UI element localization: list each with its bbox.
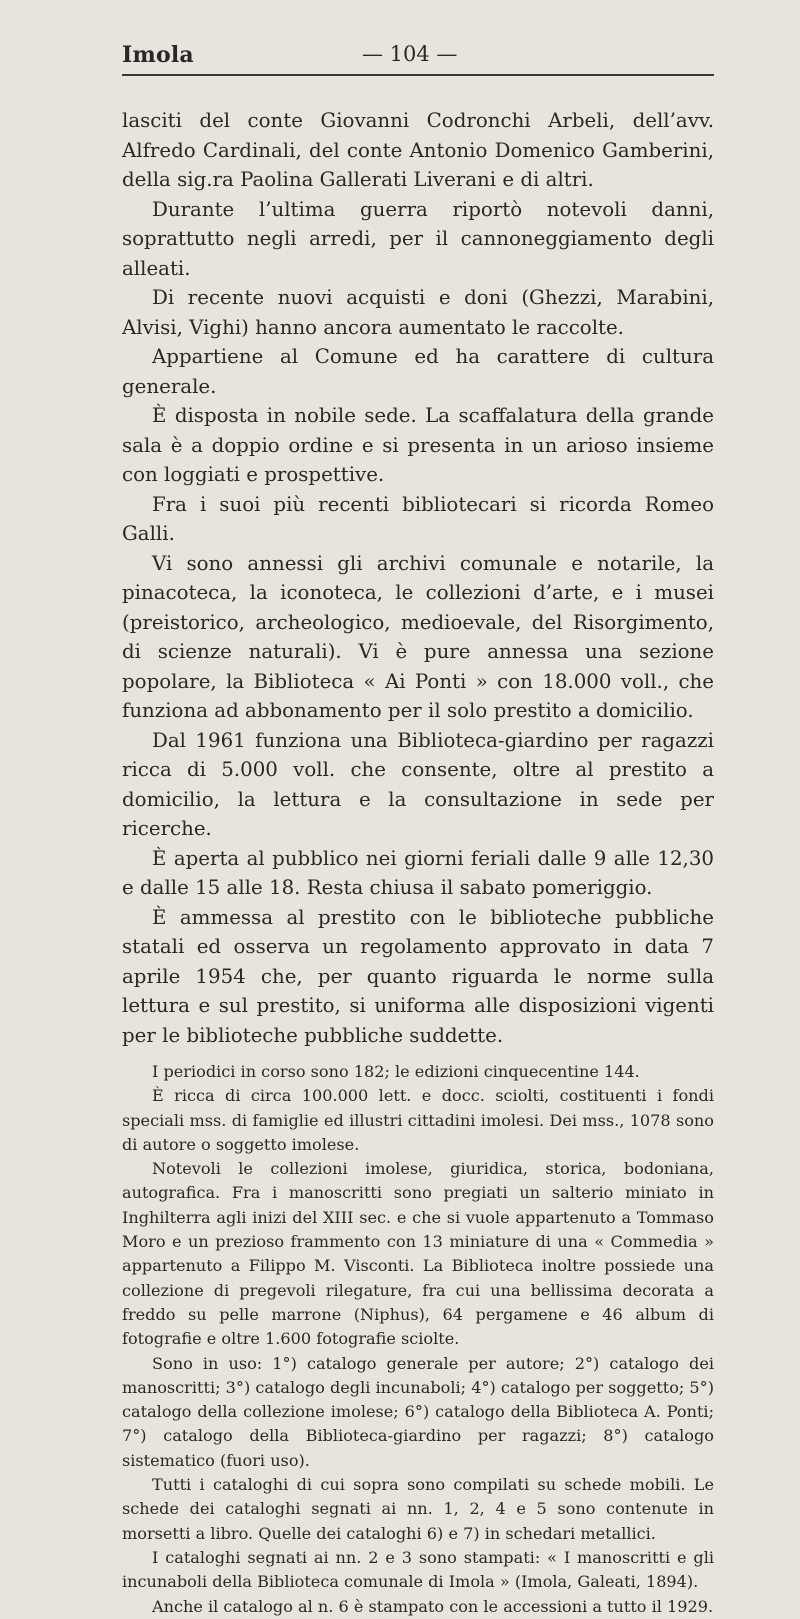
paragraph: Durante l’ultima guerra riportò notevoli danni, soprattutto negli arredi, per il cannoneggiamento degli alleati. <box>122 197 714 280</box>
main-text <box>122 106 714 1050</box>
paragraph: I periodici in corso sono 182; le edizioni cinquecentine 144. <box>152 1062 640 1081</box>
paragraph: Appartiene al Comune ed ha carattere di cultura generale. <box>122 345 714 398</box>
paragraph: Fra i suoi più recenti bibliotecari si ricorda Romeo Galli. <box>122 492 714 545</box>
header-place: Imola <box>122 42 194 68</box>
small-print-text <box>122 1060 714 1619</box>
paragraph: È ammessa al prestito con le biblioteche pubbliche statali ed osserva un regolamento approvato in data 7 aprile 1954 che, per quanto riguarda le norme sulla lettura e sul prestito, si uniforma alle disposizioni vigenti per le biblioteche pubbliche suddette. <box>122 905 714 1047</box>
paragraph: I cataloghi segnati ai nn. 2 e 3 sono stampati: « I manoscritti e gli incunaboli della Biblioteca comunale di Imola » (Imola, Galeati, 1894). <box>122 1547 714 1592</box>
paragraph: È ricca di circa 100.000 lett. e docc. sciolti, costituenti i fondi speciali mss. di famiglie ed illustri cittadini imolesi. Dei mss., 1078 sono di autore o soggetto imolese. <box>122 1086 714 1154</box>
header-rule <box>122 74 714 76</box>
paragraph: Anche il catalogo al n. 6 è stampato con le accessioni a tutto il 1929. <box>152 1596 714 1616</box>
page-number: — 104 — <box>362 42 458 66</box>
paragraph: Notevoli le collezioni imolese, giuridica, storica, bodoniana, autografica. Fra i manoscritti sono pregiati un salterio miniato in Inghilterra agli inizi del XIII sec. e che si vuole appartenuto a Tommaso Moro e un prezioso frammento con 13 miniature di una « Commedia » appartenuto a Filippo M. Visconti. La Biblioteca inoltre possiede una collezione di pregevoli rilegature, fra cui una bellissima decorata a freddo su pelle marrone (Niphus), 64 pergamene e 46 album di fotografie e oltre 1.600 fotografie sciolte. <box>122 1159 714 1349</box>
paragraph: È disposta in nobile sede. La scaffalatura della grande sala è a doppio ordine e si presenta in un arioso insieme con loggiati e prospettive. <box>122 404 714 486</box>
paragraph: È aperta al pubblico nei giorni feriali dalle 9 alle 12,30 e dalle 15 alle 18. Resta chiusa il sabato pomeriggio. <box>122 846 714 899</box>
running-header <box>122 42 714 72</box>
paragraph: Dal 1961 funziona una Biblioteca-giardino per ragazzi ricca di 5.000 voll. che consente, oltre al prestito a domicilio, la lettura e la consultazione in sede per ricerche. <box>122 728 714 840</box>
paragraph: lasciti del conte Giovanni Codronchi Arbeli, dell’avv. Alfredo Cardinali, del conte Antonio Domenico Gamberini, della sig.ra Paolina Gallerati Liverani e di altri. <box>122 109 714 191</box>
page-body <box>122 106 714 1619</box>
paragraph: Sono in uso: 1°) catalogo generale per autore; 2°) catalogo dei manoscritti; 3°) catalogo degli incunaboli; 4°) catalogo per soggetto; 5°) catalogo della collezione imolese; 6°) catalogo della Biblioteca A. Ponti; 7°) catalogo della Biblioteca-giardino per ragazzi; 8°) catalogo sistematico (fuori uso). <box>122 1353 714 1470</box>
paragraph: Tutti i cataloghi di cui sopra sono compilati su schede mobili. Le schede dei cataloghi segnati ai nn. 1, 2, 4 e 5 sono contenute in morsetti a libro. Quelle dei cataloghi 6) e 7) in schedari metallici. <box>122 1475 714 1543</box>
paragraph: Di recente nuovi acquisti e doni (Ghezzi, Marabini, Alvisi, Vighi) hanno ancora aumentato le raccolte. <box>122 286 714 339</box>
paragraph: Vi sono annessi gli archivi comunale e notarile, la pinacoteca, la iconoteca, le collezioni d’arte, e i musei (preistorico, archeologico, medioevale, del Risorgimento, di scienze naturali). Vi è pure annessa una sezione popolare, la Biblioteca « Ai Ponti » con 18.000 voll., che funziona ad abbonamento per il solo prestito a domicilio. <box>122 551 714 722</box>
